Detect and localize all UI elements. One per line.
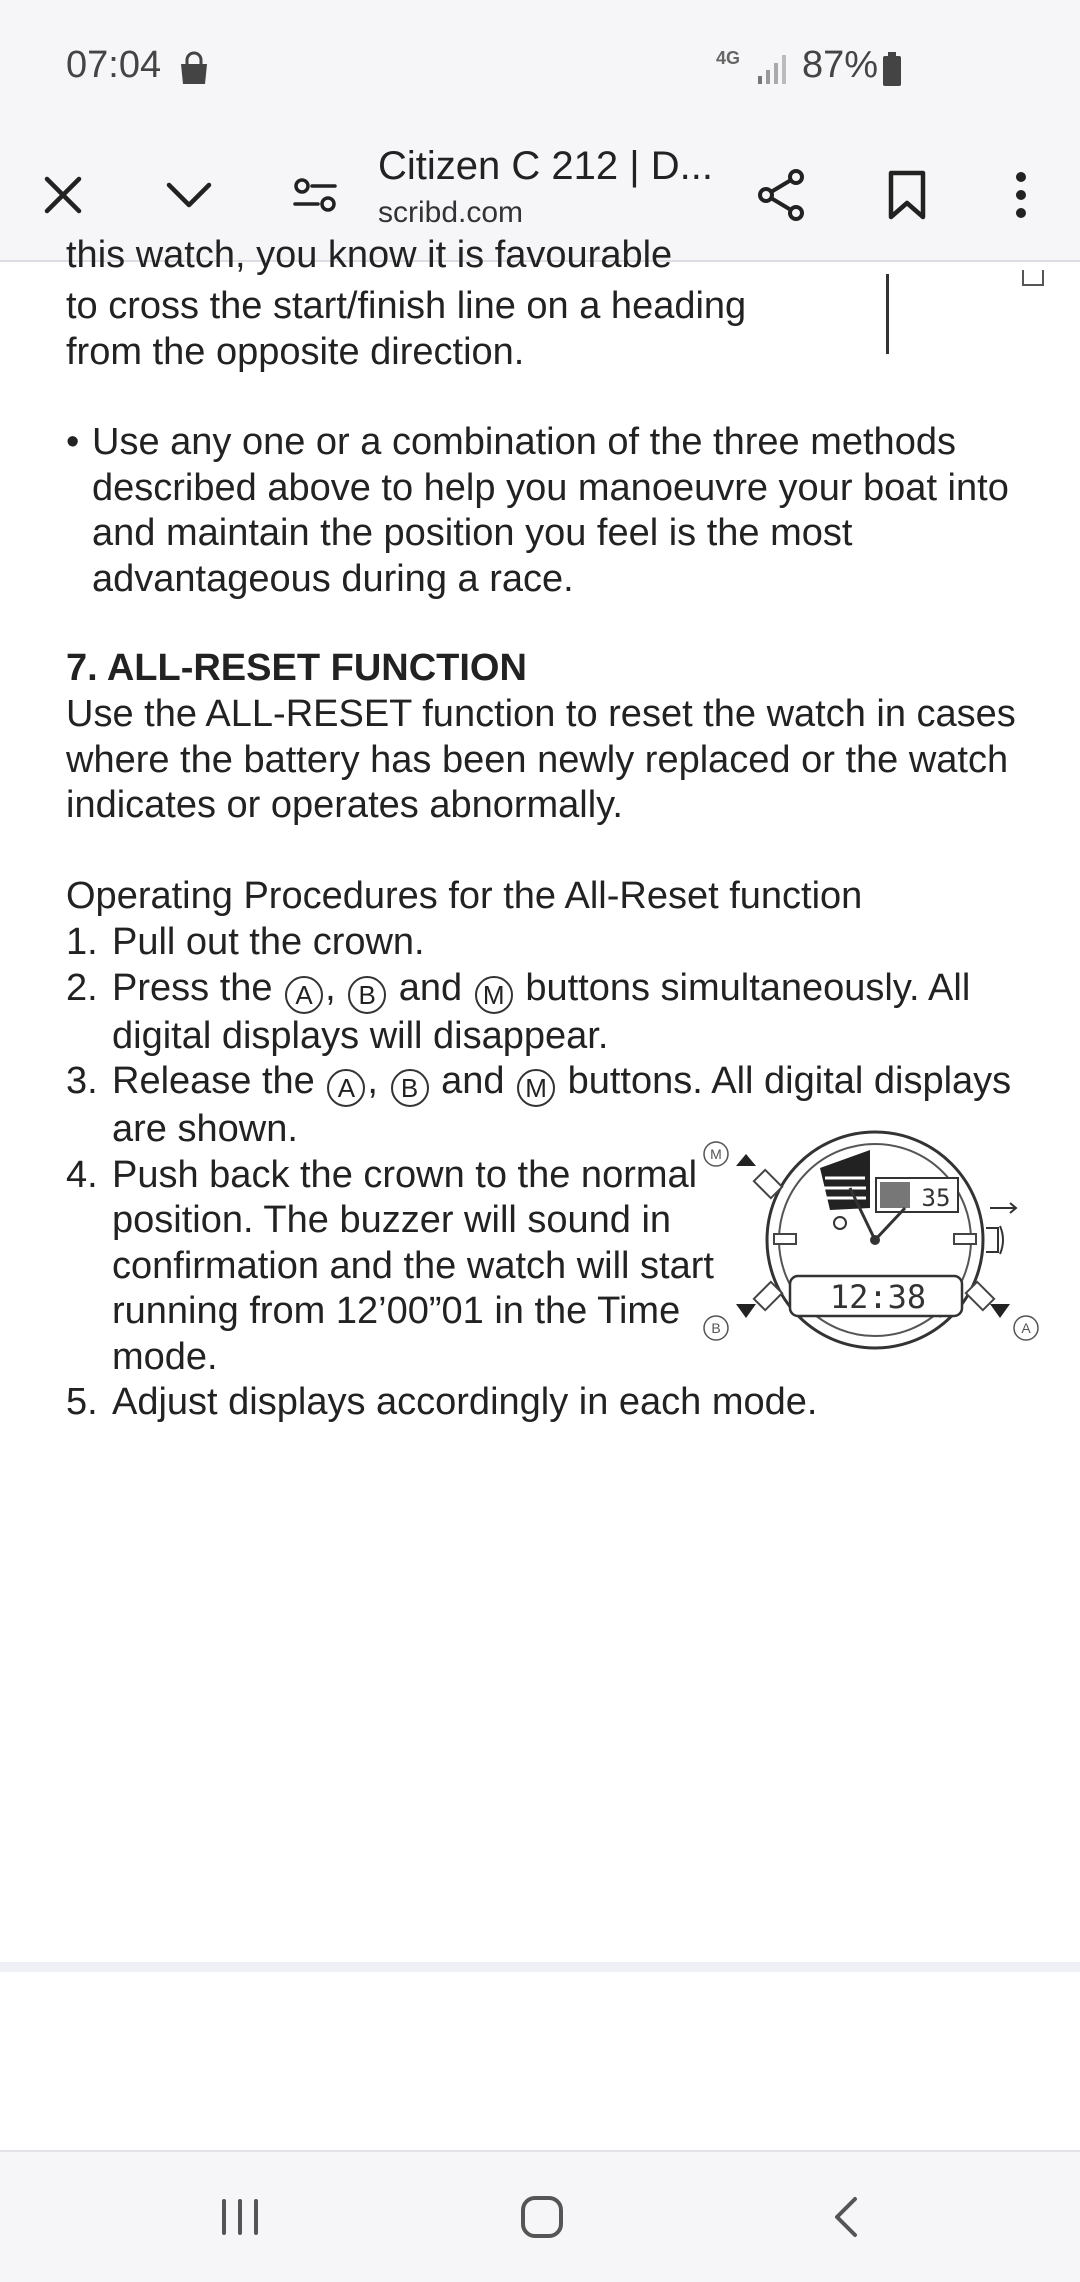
bookmark-icon	[887, 169, 927, 221]
button-m-symbol: M	[475, 976, 513, 1014]
blank-area	[0, 1972, 1080, 2150]
signal-icon	[756, 52, 790, 84]
status-bar	[0, 0, 1080, 130]
bullet-paragraph	[66, 420, 1072, 602]
step-text-post: buttons simultaneously. All digital displays will disappear.	[112, 966, 971, 1057]
home-button[interactable]	[502, 2182, 582, 2252]
step-text: Pull out the crown.	[112, 921, 425, 963]
share-icon	[756, 168, 806, 222]
step-text: Push back the crown to the normal position. The buzzer will sound in confirmation and the watch will start running from 12’00”01 in the Time mode.	[112, 1153, 714, 1378]
page-title[interactable]: Citizen C 212 | D...	[378, 144, 713, 188]
step-3: 3. Release the A , B and M buttons. All digital displays are shown.	[66, 1060, 1012, 1150]
step-text: Adjust displays accordingly in each mode.	[112, 1381, 818, 1423]
bookmark-button[interactable]	[872, 160, 942, 230]
procedures-title: Operating Procedures for the All-Reset function	[66, 875, 863, 917]
watch-diagram	[700, 1128, 1050, 1358]
network-type-label: 4G	[716, 48, 741, 68]
button-b-symbol: B	[391, 1069, 429, 1107]
site-settings-icon	[293, 177, 337, 213]
label-b: B	[711, 1320, 721, 1336]
step-text-pre: Press the	[112, 966, 273, 1009]
step-text-mid: and	[398, 966, 463, 1009]
step-4	[66, 1153, 732, 1381]
watch-top-display: 35	[921, 1184, 951, 1212]
cut-off-text-line: this watch, you know it is favourable	[66, 234, 673, 276]
back-button[interactable]	[806, 2182, 886, 2252]
step-number: 4.	[66, 1153, 98, 1196]
chevron-down-icon	[165, 180, 213, 210]
button-b-symbol: B	[348, 976, 386, 1014]
status-time: 07:04	[66, 44, 162, 86]
system-nav-bar	[0, 2150, 1080, 2282]
page-url[interactable]: scribd.com	[378, 196, 524, 229]
bullet-symbol: •	[66, 421, 80, 463]
battery-percent: 87%	[802, 44, 879, 86]
home-icon	[519, 2194, 565, 2240]
step-1	[66, 920, 1056, 966]
step-text-post: buttons. All digital displays are shown.	[112, 1060, 1012, 1150]
button-m-symbol: M	[517, 1069, 555, 1107]
step-5	[66, 1380, 1056, 1426]
watch-bottom-display: 12:38	[829, 1278, 927, 1316]
share-button[interactable]	[746, 160, 816, 230]
step-number: 1.	[66, 921, 98, 963]
page-separator	[0, 1962, 1080, 1972]
step-number: 2.	[66, 966, 98, 1009]
section-heading: 7. ALL-RESET FUNCTION	[66, 647, 527, 689]
label-m: M	[710, 1146, 722, 1162]
battery-icon	[882, 52, 902, 86]
site-settings-button[interactable]	[280, 160, 350, 230]
step-number: 3.	[66, 1060, 98, 1102]
bullet-text: Use any one or a combination of the three methods described above to help you manoeuvre your boat into and maintain the position you feel is the most advantageous during a race.	[92, 421, 1009, 600]
margin-rule	[886, 274, 889, 354]
step-text-mid: and	[441, 1060, 505, 1102]
shopping-bag-icon	[178, 52, 210, 86]
label-a: A	[1021, 1320, 1031, 1336]
section-body: Use the ALL-RESET function to reset the watch in cases where the battery has been newly replaced or the watch indicates or operates abnormally.	[66, 693, 1016, 826]
document-viewer[interactable]	[0, 234, 1080, 1962]
more-vert-icon	[1014, 170, 1028, 220]
step-number: 5.	[66, 1381, 98, 1423]
paragraph-start-finish: to cross the start/finish line on a heading from the opposite direction.	[66, 285, 747, 373]
back-icon	[831, 2195, 861, 2239]
recents-button[interactable]	[200, 2182, 280, 2252]
step-2: 2. Press the A , B and M buttons simultaneously. All digital displays will disappear.	[66, 966, 971, 1057]
close-icon	[43, 175, 83, 215]
button-a-symbol: A	[285, 976, 323, 1014]
close-button[interactable]	[28, 160, 98, 230]
page-corner-mark	[1022, 270, 1044, 286]
step-text-pre: Release the	[112, 1060, 315, 1102]
button-a-symbol: A	[327, 1069, 365, 1107]
recents-icon	[218, 2197, 262, 2237]
collapse-button[interactable]	[154, 160, 224, 230]
more-menu-button[interactable]	[986, 160, 1056, 230]
